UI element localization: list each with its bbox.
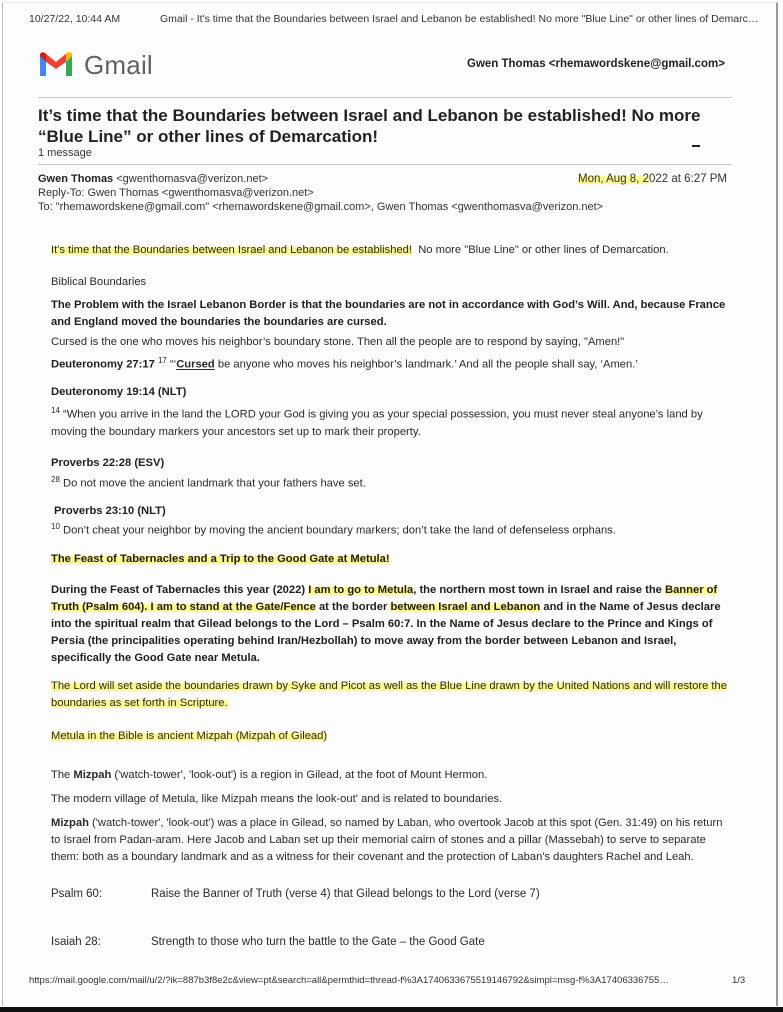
- mizpah-history-paragraph: [51, 815, 731, 866]
- proverbs-22-verse: [51, 471, 741, 493]
- modern-village-line: The modern village of Metula, like Mizpah means the look-out' and is related to boundaries.: [51, 793, 503, 805]
- deuteronomy-27-verse: [51, 352, 741, 374]
- page-number: 1/3: [732, 975, 746, 986]
- verse-text: “When you arrive in the land the LORD your God is giving you as your special possession, you must never steal anyone’s land by moving the boundary markers your ancestors set up to mark their property.: [51, 408, 703, 438]
- highlight-run: I am to go to Metula: [308, 584, 414, 596]
- feast-paragraph: [51, 582, 731, 667]
- bold-term: Mizpah: [51, 817, 89, 829]
- divider: [38, 97, 732, 98]
- scripture-ref: Deuteronomy 19:14 (NLT): [51, 386, 187, 398]
- date-rest: 022 at 6:27 PM: [648, 173, 727, 185]
- print-url: https://mail.google.com/mail/u/2/?ik=887b3f8e2c&view=pt&search=all&permthid=thread-f%3A1740633675519146792&simpl=msg-f%3A17406336755…: [29, 975, 669, 986]
- recipients: To: "rhemawordskene@gmail.com" <rhemawordskene@gmail.com>, Gwen Thomas <gwenthomasva@verizon.net>: [38, 201, 604, 213]
- text-run: and in the Name of Jesus declare into the spiritual realm that Gilead belongs to the Lord – Psalm 60:7. In the Name of Jesus declare to the Prince and Kings of Persia (the principalities operating behind Iran/Hezbollah) to move away from the border between Lebanon and Israel, specifically the Good Gate near Metula.: [51, 601, 721, 664]
- scripture-ref: Proverbs 23:10 (NLT): [54, 505, 166, 517]
- deuteronomy-19-verse: [51, 402, 731, 441]
- divider: [38, 164, 732, 165]
- feast-heading: [51, 551, 741, 568]
- scripture-ref: Deuteronomy 27:17: [51, 358, 155, 371]
- lord-set-aside-paragraph: [51, 678, 736, 712]
- text-run: ('watch-tower', 'look-out') is a region in Gilead, at the foot of Mount Hermon.: [111, 769, 488, 781]
- verse-number: 14: [51, 406, 60, 415]
- reference-label: Psalm 60:: [51, 888, 103, 900]
- dash-mark: [692, 145, 700, 147]
- cursed-line: Cursed is the one who moves his neighbor’s boundary stone. Then all the people are to respond by saying, "Amen!": [51, 336, 625, 348]
- scripture-ref: Proverbs 22:28 (ESV): [51, 457, 165, 469]
- thread-subject: It’s time that the Boundaries between Israel and Lebanon be established! No more “Blue Line” or other lines of Demarcation!: [38, 106, 701, 146]
- verse-number: 10: [51, 522, 60, 531]
- sender-email: <gwenthomasva@verizon.net>: [116, 173, 269, 185]
- metula-mizpah-line: [51, 728, 741, 745]
- text-run: , the northern most town in Israel and raise the: [413, 584, 665, 596]
- message-count: 1 message: [38, 147, 92, 159]
- reference-label: Isaiah 28:: [51, 936, 101, 948]
- highlight-run: Banner of Truth (Psalm 604). I am to stand at the Gate/Fence: [51, 584, 718, 613]
- print-datetime: 10/27/22, 10:44 AM: [29, 13, 121, 25]
- highlight-run: Metula in the Bible is ancient Mizpah (Mizpah of Gilead): [51, 730, 328, 742]
- verse-number: 17: [157, 356, 167, 365]
- print-page-title: Gmail - It's time that the Boundaries between Israel and Lebanon be established! No more "Blue Line" or other lines of Demarc…: [160, 13, 759, 25]
- intro-rest: No more "Blue Line" or other lines of Demarcation.: [412, 244, 669, 256]
- verse-text: Don’t cheat your neighbor by moving the ancient boundary markers; don’t take the land of defenseless orphans.: [59, 524, 616, 537]
- gmail-logo-icon: [38, 50, 74, 78]
- reply-to: Reply-To: Gwen Thomas <gwenthomasva@verizon.net>: [38, 187, 314, 199]
- cursed-word: Cursed: [176, 358, 215, 371]
- problem-paragraph: The Problem with the Israel Lebanon Border is that the boundaries are not in accordance with God’s Will. And, because France and England moved the boundaries the boundaries are cursed.: [51, 299, 726, 328]
- highlight-run: between Israel and Lebanon: [390, 601, 541, 613]
- intro-highlight: It's time that the Boundaries between Israel and Lebanon be established!: [51, 244, 412, 256]
- verse-number: 28: [51, 475, 60, 484]
- proverbs-23-verse: [51, 518, 741, 540]
- bottom-edge: [0, 1007, 783, 1012]
- reference-text: Strength to those who turn the battle to the Gate – the Good Gate: [151, 936, 485, 948]
- text-run: at the border: [315, 601, 391, 613]
- reference-text: Raise the Banner of Truth (verse 4) that Gilead belongs to the Lord (verse 7): [151, 888, 540, 900]
- date-highlighted: Mon, Aug 8, 2: [578, 173, 649, 185]
- text-run: ('watch-tower', 'look-out') was a place in Gilead, so named by Laban, who overtook Jacob at this spot (Gen. 31:49) on his return to Israel from Padan-aram. Here Jacob and Laban set up their memorial cairn of stones and a pillar (Massebah) to serve to separate them: both as a boundary landmark and as a witness for their covenant and the protection of Laban's daughters Rachel and Leah.: [51, 817, 723, 863]
- mizpah-region-line: [51, 767, 741, 784]
- section-heading: Biblical Boundaries: [51, 276, 147, 288]
- sender-name: Gwen Thomas: [38, 173, 114, 185]
- bold-term: Mizpah: [73, 769, 112, 781]
- quote-mark: “‘: [169, 358, 177, 371]
- account-identity: Gwen Thomas <rhemawordskene@gmail.com>: [467, 58, 725, 70]
- highlight-run: The Lord will set aside the boundaries drawn by Syke and Picot as well as the Blue Line drawn by the United Nations and will restore the boundaries as set forth in Scripture.: [51, 680, 727, 709]
- message-date: [578, 173, 727, 185]
- intro-line: [51, 242, 741, 259]
- feast-heading-text: The Feast of Tabernacles and a Trip to the Good Gate at Metula!: [51, 553, 390, 565]
- verse-text: be anyone who moves his neighbor’s landmark.’ And all the people shall say, ‘Amen.’: [214, 358, 638, 371]
- text-run: The: [51, 769, 74, 781]
- gmail-wordmark: Gmail: [84, 50, 153, 80]
- text-run: During the Feast of Tabernacles this year (2022): [51, 584, 309, 596]
- sender: [38, 173, 268, 185]
- verse-text: Do not move the ancient landmark that your fathers have set.: [59, 477, 366, 490]
